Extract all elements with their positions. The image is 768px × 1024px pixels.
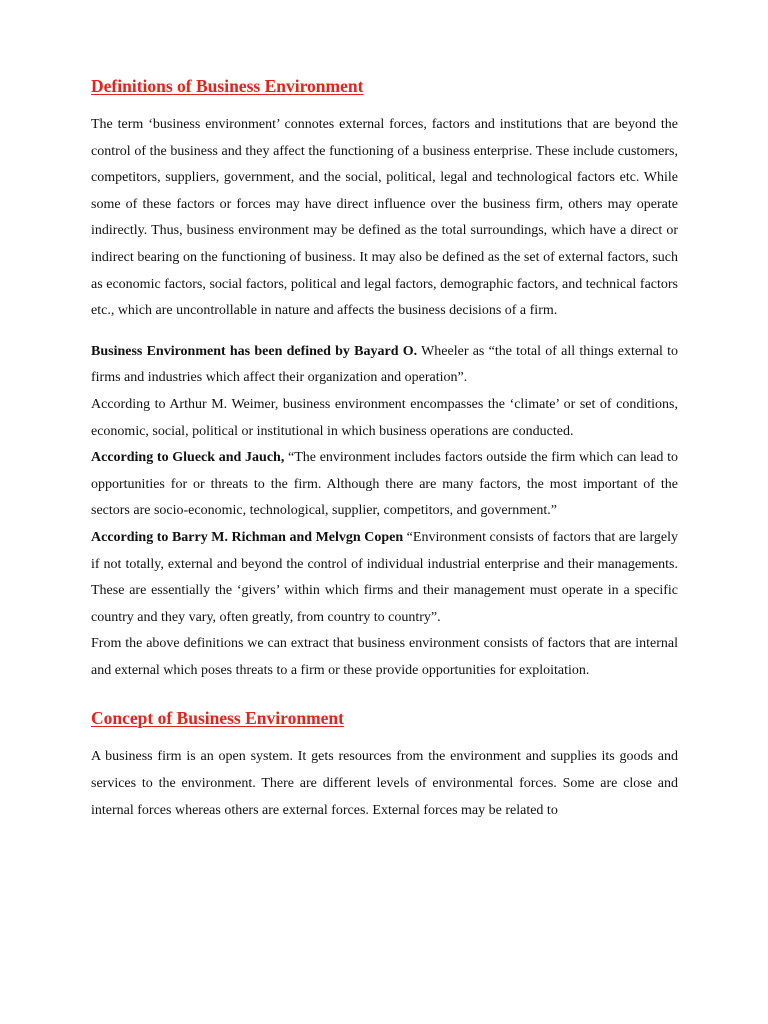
paragraph-glueck [91, 445, 678, 525]
glueck-text: “The environment includes factors outside the firm which can lead to opportunities for or threats to the firm. Although there are many factors, the most important of the sectors are socio-economic, technological, supplier, competitors, and government.” [91, 450, 679, 519]
wheeler-text: Wheeler as “the total of all things external to firms and industries which affect their organization and operation”. [91, 343, 679, 386]
glueck-lead: According to Glueck and Jauch, [91, 450, 285, 466]
paragraph-richman [91, 525, 678, 631]
heading-definitions: Definitions of Business Environment [91, 76, 364, 96]
paragraph-concept: A business firm is an open system. It gets resources from the environment and supplies its goods and services to the environment. There are different levels of environmental forces. Some are close and internal forces whereas others are external forces. External forces may be related to [91, 749, 678, 818]
wheeler-lead: Business Environment has been defined by Bayard O. [91, 343, 418, 359]
richman-text: “Environment consists of factors that are largely if not totally, external and beyond the control of individual industrial enterprise and their managements. These are essentially the ‘givers’ within which firms and their management must operate in a specific country and they vary, often greatly, from country to country”. [91, 529, 678, 625]
heading-concept: Concept of Business Environment [91, 708, 344, 729]
paragraph-intro: The term ‘business environment’ connotes external forces, factors and institutions that are beyond the control of the business and they affect the functioning of a business enterprise. These include customers, competitors, suppliers, government, and the social, political, legal and technological factors etc. While some of these factors or forces may have direct influence over the business firm, others may operate indirectly. Thus, business environment may be defined as the total surroundings, which have a direct or indirect bearing on the functioning of business. It may also be defined as the set of external factors, such as economic factors, social factors, political and legal factors, demographic factors, and technical factors etc., which are uncontrollable in nature and affects the business decisions of a firm. [91, 117, 678, 319]
richman-lead: According to Barry M. Richman and Melvgn Copen [91, 529, 404, 545]
document-page [91, 74, 678, 824]
paragraph-wheeler [91, 339, 678, 392]
paragraph-weimer: According to Arthur M. Weimer, business environment encompasses the ‘climate’ or set of conditions, economic, social, political or institutional in which business operations are conducted. [91, 396, 678, 439]
paragraph-conclusion: From the above definitions we can extract that business environment consists of factors that are internal and external which poses threats to a firm or these provide opportunities for exploitation. [91, 636, 678, 678]
